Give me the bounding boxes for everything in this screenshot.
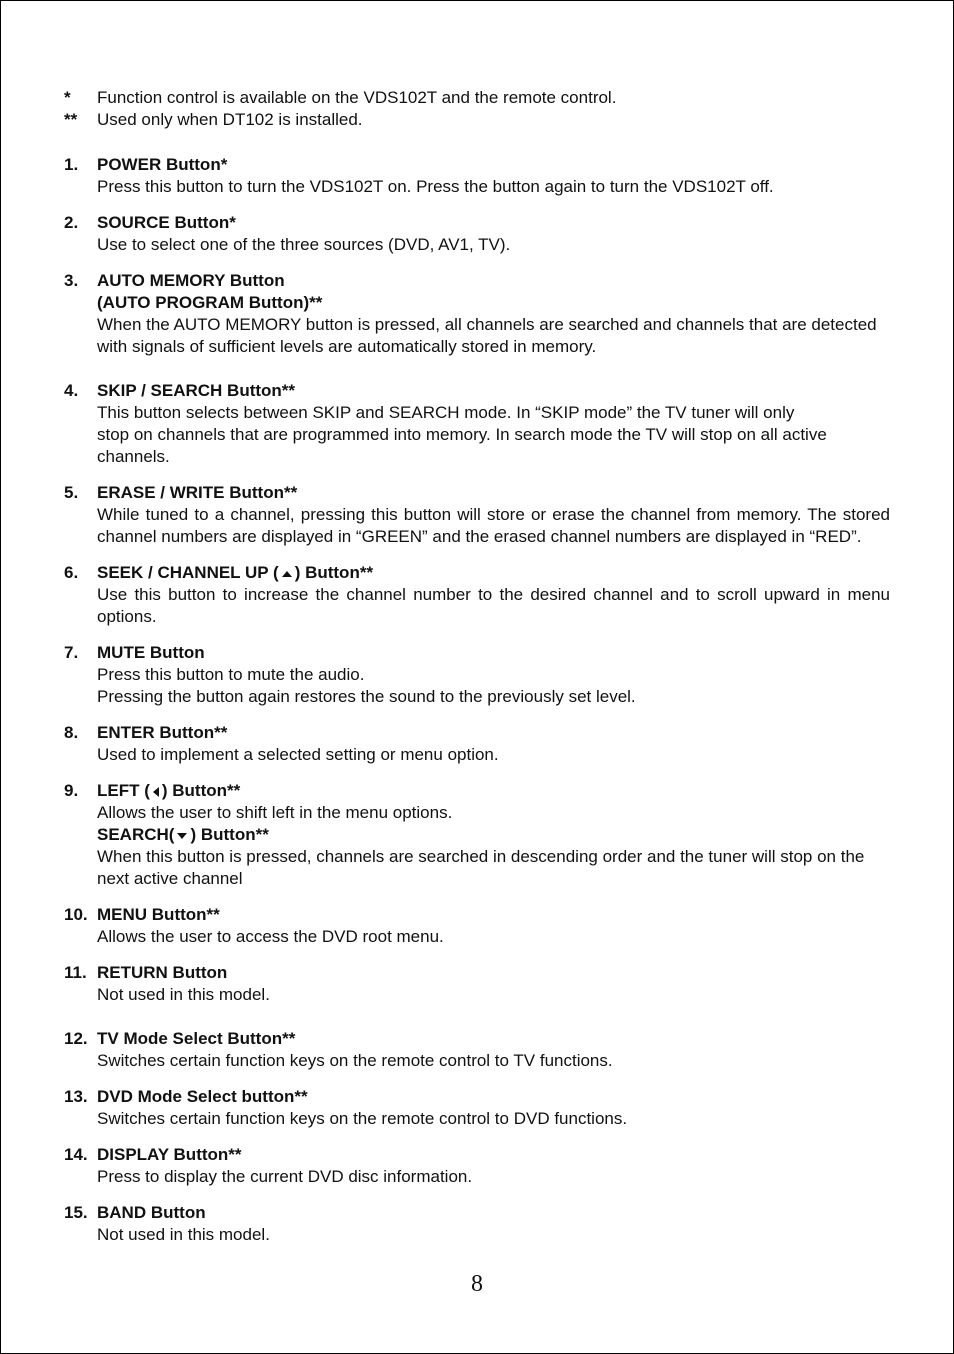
item-description: Press this button to turn the VDS102T on. Press the button again to turn the VDS102T off. bbox=[97, 177, 774, 196]
footnote-text: Function control is available on the VDS102T and the remote control. bbox=[97, 88, 617, 107]
item-number: 7. bbox=[64, 643, 79, 662]
item-description-line: Pressing the button again restores the sound to the previously set level. bbox=[97, 687, 636, 706]
item-title bbox=[97, 780, 890, 802]
triangle-down-icon bbox=[177, 833, 187, 839]
footnote bbox=[64, 109, 894, 131]
item-number: 13. bbox=[64, 1087, 88, 1106]
item-title: AUTO MEMORY Button bbox=[97, 271, 285, 290]
list-item-enter bbox=[64, 722, 890, 766]
item-title: SKIP / SEARCH Button** bbox=[97, 381, 296, 400]
item-description-line: This button selects between SKIP and SEARCH mode. In “SKIP mode” the TV tuner will only bbox=[97, 403, 795, 422]
triangle-left-icon bbox=[153, 787, 159, 797]
item-number: 6. bbox=[64, 563, 79, 582]
item-subtitle-end: ) Button** bbox=[190, 825, 269, 844]
item-number: 8. bbox=[64, 723, 79, 742]
footnote-text: Used only when DT102 is installed. bbox=[97, 110, 363, 129]
item-description: Press to display the current DVD disc information. bbox=[97, 1167, 473, 1186]
list-item-menu bbox=[64, 904, 890, 948]
footnote bbox=[64, 87, 894, 109]
item-description: Not used in this model. bbox=[97, 1225, 270, 1244]
item-title: BAND Button bbox=[97, 1203, 206, 1222]
item-number: 5. bbox=[64, 483, 79, 502]
list-item-skip-search bbox=[64, 380, 890, 468]
item-subtitle bbox=[97, 824, 890, 846]
item-title: TV Mode Select Button** bbox=[97, 1029, 296, 1048]
item-description: Switches certain function keys on the remote control to TV functions. bbox=[97, 1051, 613, 1070]
item-title: RETURN Button bbox=[97, 963, 228, 982]
list-item-return bbox=[64, 962, 890, 1006]
list-item-power bbox=[64, 154, 890, 198]
button-list bbox=[64, 154, 890, 1246]
item-description: Allows the user to access the DVD root menu. bbox=[97, 927, 444, 946]
item-title: MENU Button** bbox=[97, 905, 220, 924]
list-item-source bbox=[64, 212, 890, 256]
list-item-auto-memory bbox=[64, 270, 890, 358]
item-number: 2. bbox=[64, 213, 79, 232]
item-number: 1. bbox=[64, 155, 79, 174]
item-description: Switches certain function keys on the remote control to DVD functions. bbox=[97, 1109, 628, 1128]
item-title: POWER Button* bbox=[97, 155, 228, 174]
list-item-band bbox=[64, 1202, 890, 1246]
item-title bbox=[97, 562, 890, 584]
item-description: Allows the user to shift left in the menu options. bbox=[97, 803, 453, 822]
list-item-tv-mode bbox=[64, 1028, 890, 1072]
item-title: SOURCE Button* bbox=[97, 213, 236, 232]
item-subtitle-start: SEARCH( bbox=[97, 825, 175, 844]
list-item-left-search bbox=[64, 780, 890, 890]
item-number: 15. bbox=[64, 1203, 88, 1222]
item-title-start: SEEK / CHANNEL UP ( bbox=[97, 563, 279, 582]
item-number: 12. bbox=[64, 1029, 88, 1048]
item-title-end: ) Button** bbox=[161, 781, 241, 800]
list-item-erase-write bbox=[64, 482, 890, 548]
item-title-secondary: (AUTO PROGRAM Button)** bbox=[97, 293, 323, 312]
item-description: Use to select one of the three sources (DVD, AV1, TV). bbox=[97, 235, 511, 254]
footnote-mark: ** bbox=[64, 110, 78, 129]
item-number: 4. bbox=[64, 381, 79, 400]
item-number: 3. bbox=[64, 271, 79, 290]
item-number: 9. bbox=[64, 781, 79, 800]
item-description: Not used in this model. bbox=[97, 985, 270, 1004]
item-description: Used to implement a selected setting or menu option. bbox=[97, 745, 499, 764]
item-description: While tuned to a channel, pressing this button will store or erase the channel from memory. The stored channel numbers are displayed in “GREEN” and the erased channel numbers are displayed in “RED”. bbox=[97, 505, 890, 546]
item-number: 14. bbox=[64, 1145, 88, 1164]
item-number: 10. bbox=[64, 905, 88, 924]
list-item-seek-channel-up bbox=[64, 562, 890, 628]
footnotes bbox=[64, 87, 894, 131]
item-description-line: stop on channels that are programmed into memory. In search mode the TV will stop on all active channels. bbox=[97, 425, 827, 466]
item-title: DISPLAY Button** bbox=[97, 1145, 242, 1164]
item-description: When the AUTO MEMORY button is pressed, all channels are searched and channels that are detected with signals of sufficient levels are automatically stored in memory. bbox=[97, 315, 877, 356]
item-title: DVD Mode Select button** bbox=[97, 1087, 308, 1106]
triangle-up-icon bbox=[282, 571, 292, 577]
item-title: ENTER Button** bbox=[97, 723, 228, 742]
list-item-mute bbox=[64, 642, 890, 708]
item-title: ERASE / WRITE Button** bbox=[97, 483, 298, 502]
item-number: 11. bbox=[64, 963, 87, 982]
list-item-dvd-mode bbox=[64, 1086, 890, 1130]
item-description: Use this button to increase the channel number to the desired channel and to scroll upward in menu options. bbox=[97, 585, 890, 626]
item-title-end: ) Button** bbox=[294, 563, 374, 582]
footnote-mark: * bbox=[64, 88, 71, 107]
item-title: MUTE Button bbox=[97, 643, 205, 662]
item-description-line: Press this button to mute the audio. bbox=[97, 665, 365, 684]
page-number: 8 bbox=[471, 1271, 483, 1297]
list-item-display bbox=[64, 1144, 890, 1188]
item-title-start: LEFT ( bbox=[97, 781, 150, 800]
item-sub-description: When this button is pressed, channels are searched in descending order and the tuner will stop on the next active channel bbox=[97, 847, 865, 888]
